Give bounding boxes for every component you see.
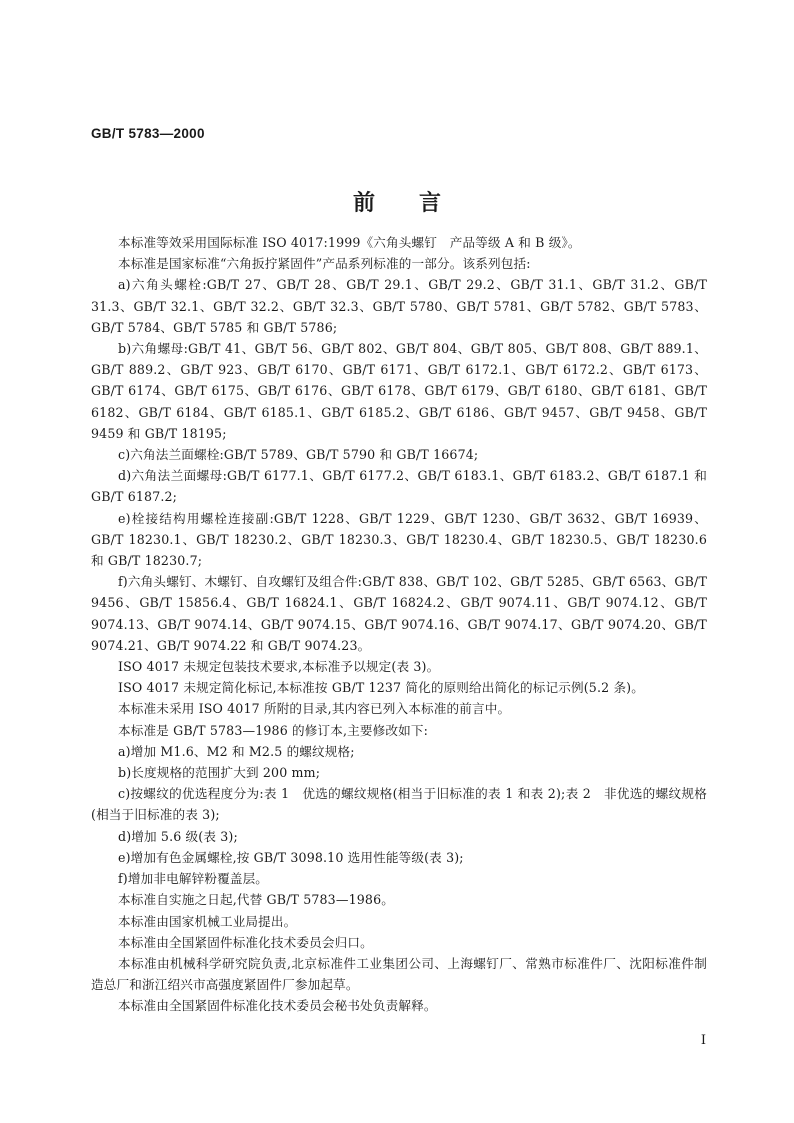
paragraph: c)六角法兰面螺栓:GB/T 5789、GB/T 5790 和 GB/T 16674; [118, 447, 479, 463]
paragraph: b)长度规格的范围扩大到 200 mm; [118, 765, 321, 781]
paragraph: f)增加非电解锌粉覆盖层。 [118, 871, 269, 887]
paragraph: d)六角法兰面螺母:GB/T 6177.1、GB/T 6177.2、GB/T 6183.1、GB/T 6183.2、GB/T 6187.1 和 GB/T 6187.2; [91, 468, 707, 505]
paragraph: 本标准由机械科学研究院负责,北京标准件工业集团公司、上海螺钉厂、常熟市标准件厂、沈阳标准件制造总厂和浙江绍兴市高强度紧固件厂参加起草。 [91, 955, 707, 993]
paragraph: 本标准是 GB/T 5783—1986 的修订本,主要修改如下: [118, 722, 429, 738]
standard-code: GB/T 5783—2000 [91, 126, 205, 141]
paragraph: ISO 4017 未规定包装技术要求,本标准予以规定(表 3)。 [118, 659, 440, 675]
page-number: I [700, 1033, 706, 1048]
paragraph: e)栓接结构用螺栓连接副:GB/T 1228、GB/T 1229、GB/T 1230、GB/T 3632、GB/T 16939、GB/T 18230.1、GB/T 18230.2、GB/T 18230.3、GB/T 18230.4、GB/T 18230.5、GB/T 18230.6 和 GB/T 18230.7; [91, 510, 707, 569]
paragraph: 本标准未采用 ISO 4017 所附的目录,其内容已列入本标准的前言中。 [118, 701, 511, 717]
title-char-1: 前 [352, 190, 375, 216]
paragraph: f)六角头螺钉、木螺钉、自攻螺钉及组合件:GB/T 838、GB/T 102、GB/T 5285、GB/T 6563、GB/T 9456、GB/T 15856.4、GB/T 16824.1、GB/T 16824.2、GB/T 9074.11、GB/T 9074.12、GB/T 9074.13、GB/T 9074.14、GB/T 9074.15、GB/T 9074.16、GB/T 9074.17、GB/T 9074.20、GB/T 9074.21、GB/T 9074.22 和 GB/T 9074.23。 [91, 574, 707, 653]
paragraph: ISO 4017 未规定简化标记,本标准按 GB/T 1237 简化的原则给出简化的标记示例(5.2 条)。 [118, 680, 644, 696]
paragraph: 本标准是国家标准“六角扳拧紧固件”产品系列标准的一部分。该系列包括: [118, 256, 531, 272]
paragraph: a)增加 M1.6、M2 和 M2.5 的螺纹规格; [118, 743, 355, 759]
paragraph: c)按螺纹的优选程度分为:表 1 优选的螺纹规格(相当于旧标准的表 1 和表 2);表 2 非优选的螺纹规格(相当于旧标准的表 3); [91, 786, 707, 823]
paragraph: 本标准由全国紧固件标准化技术委员会秘书处负责解释。 [118, 998, 437, 1014]
title-char-2: 言 [419, 190, 442, 216]
paragraph: a)六角头螺栓:GB/T 27、GB/T 28、GB/T 29.1、GB/T 29.2、GB/T 31.1、GB/T 31.2、GB/T 31.3、GB/T 32.1、GB/T 32.2、GB/T 32.3、GB/T 5780、GB/T 5781、GB/T 5782、GB/T 5783、GB/T 5784、GB/T 5785 和 GB/T 5786; [91, 277, 707, 335]
preface-body [91, 232, 707, 1017]
paragraph: b)六角螺母:GB/T 41、GB/T 56、GB/T 802、GB/T 804、GB/T 805、GB/T 808、GB/T 889.1、GB/T 889.2、GB/T 923、GB/T 6170、GB/T 6171、GB/T 6172.1、GB/T 6172.2、GB/T 6173、GB/T 6174、GB/T 6175、GB/T 6176、GB/T 6178、GB/T 6179、GB/T 6180、GB/T 6181、GB/T 6182、GB/T 6184、GB/T 6185.1、GB/T 6185.2、GB/T 6186、GB/T 9457、GB/T 9458、GB/T 9459 和 GB/T 18195; [91, 341, 707, 441]
paragraph: 本标准由国家机械工业局提出。 [118, 913, 297, 929]
paragraph: e)增加有色金属螺栓,按 GB/T 3098.10 选用性能等级(表 3); [118, 849, 464, 865]
paragraph: 本标准由全国紧固件标准化技术委员会归口。 [118, 934, 373, 950]
paragraph: 本标准等效采用国际标准 ISO 4017:1999《六角头螺钉 产品等级 A 和 B 级》。 [118, 235, 581, 250]
paragraph: d)增加 5.6 级(表 3); [118, 828, 238, 844]
page-title [0, 186, 794, 217]
paragraph: 本标准自实施之日起,代替 GB/T 5783—1986。 [118, 892, 394, 908]
